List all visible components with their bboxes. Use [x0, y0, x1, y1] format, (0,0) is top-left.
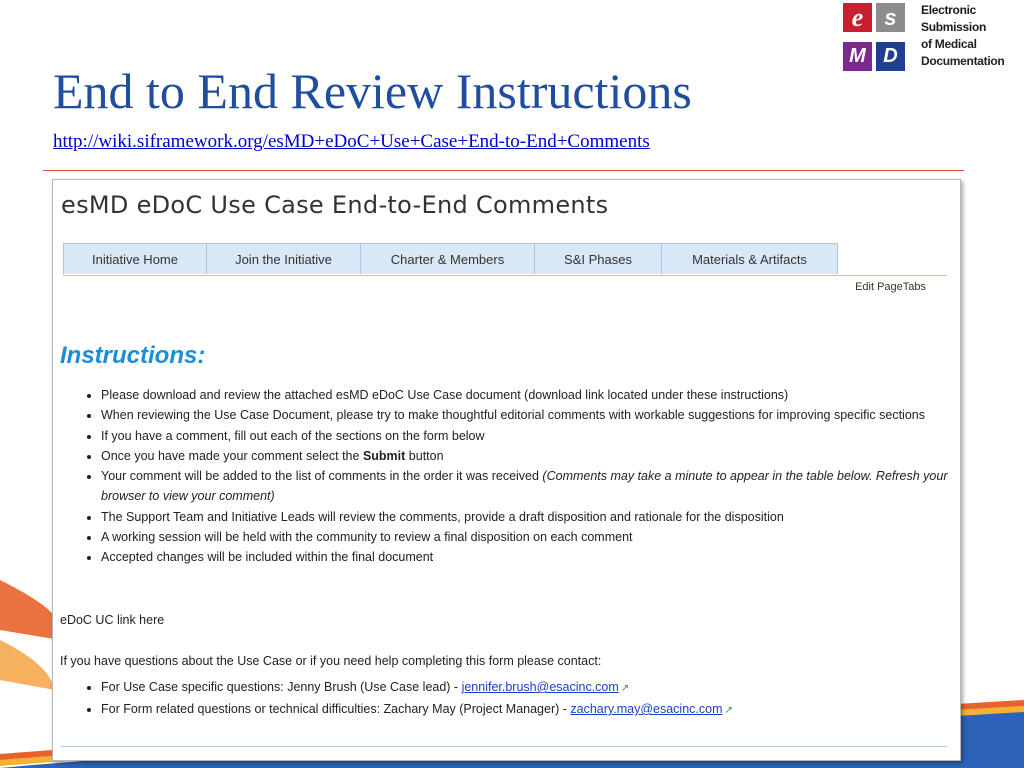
- logo-line: Submission: [921, 20, 987, 34]
- page-tabs: [63, 243, 947, 276]
- tab-materials-artifacts[interactable]: Materials & Artifacts: [661, 243, 838, 274]
- logo-line: Electronic: [921, 3, 977, 17]
- page-heading: esMD eDoC Use Case End-to-End Comments: [61, 191, 609, 219]
- list-item-note: (Comments may take a minute to appear in the table below. Refresh your browser to view your comment): [101, 469, 948, 504]
- logo-tile-s: s: [876, 3, 905, 32]
- logo-tile-d: D: [876, 42, 905, 71]
- slide-divider: [43, 170, 964, 171]
- edoc-uc-link[interactable]: eDoC UC link here: [60, 613, 165, 627]
- list-item-text: button: [405, 448, 444, 463]
- submit-emphasis: Submit: [362, 448, 406, 463]
- tab-join-the-initiative[interactable]: Join the Initiative: [206, 243, 361, 274]
- list-item-text: Your comment will be added to the list of comments in the order it was received: [101, 469, 543, 484]
- tab-charter-members[interactable]: Charter & Members: [360, 243, 535, 274]
- slide-title: End to End Review Instructions: [53, 63, 692, 119]
- list-item: • Please download and review the attached esMD eDoC Use Case document (download link located under these instructions): [101, 385, 971, 405]
- list-item: [101, 677, 971, 699]
- tab-initiative-home[interactable]: Initiative Home: [63, 243, 207, 274]
- instructions-list: [61, 385, 971, 568]
- instructions-heading: Instructions:: [60, 342, 206, 369]
- logo-line: Documentation: [921, 54, 1005, 68]
- edit-pagetabs-link[interactable]: Edit PageTabs: [855, 281, 926, 293]
- list-item: • The Support Team and Initiative Leads will review the comments, provide a draft disposition and rationale for the disposition: [101, 507, 971, 527]
- list-item: • When reviewing the Use Case Document, please try to make thoughtful editorial comments with workable suggestions for improving specific sections: [101, 405, 971, 425]
- slide-url-link[interactable]: http://wiki.siframework.org/esMD+eDoC+Use+Case+End-to-End+Comments: [53, 131, 650, 152]
- list-item: • Accepted changes will be included within the final document: [101, 547, 971, 567]
- contacts-list: [61, 677, 971, 721]
- list-item: • A working session will be held with the community to review a final disposition on each comment: [101, 527, 971, 547]
- list-item-text: Once you have made your comment select the: [101, 448, 363, 463]
- wiki-page-screenshot: [52, 179, 961, 761]
- contact-text: For Form related questions or technical difficulties: Zachary May (Project Manager) -: [101, 702, 571, 716]
- esmd-logo: [843, 2, 1021, 72]
- email-link-jennifer[interactable]: jennifer.brush@esacinc.com: [461, 680, 619, 694]
- list-item: • If you have a comment, fill out each of the sections on the form below: [101, 426, 971, 446]
- contact-text: For Use Case specific questions: Jenny Brush (Use Case lead) -: [101, 680, 462, 694]
- questions-text: If you have questions about the Use Case or if you need help completing this form please contact:: [60, 654, 602, 668]
- list-item: [101, 466, 971, 507]
- logo-wordmark: [921, 2, 1004, 70]
- logo-tile-e: e: [843, 3, 872, 32]
- tab-si-phases[interactable]: S&I Phases: [534, 243, 662, 274]
- list-item: [101, 446, 971, 466]
- email-link-zachary[interactable]: zachary.may@esacinc.com: [570, 702, 723, 716]
- list-item: [101, 699, 971, 721]
- logo-tile-m: M: [843, 42, 872, 71]
- external-link-icon: ↗: [724, 705, 733, 716]
- panel-divider: [61, 746, 947, 747]
- external-link-icon: ↗: [620, 683, 630, 694]
- logo-line: of Medical: [921, 37, 977, 51]
